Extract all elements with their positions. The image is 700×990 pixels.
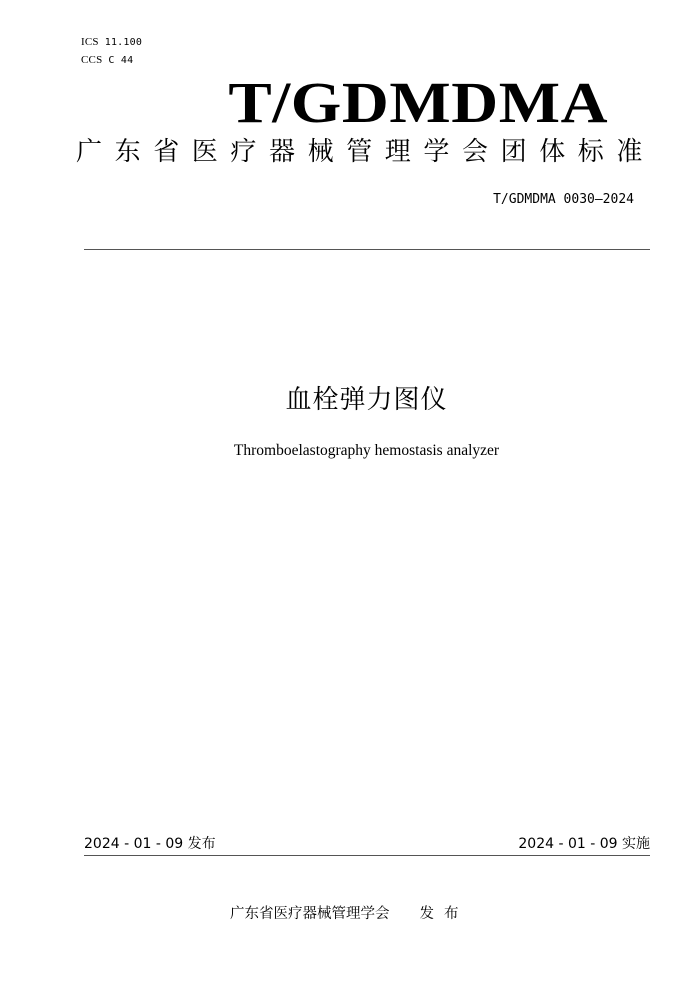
ccs-code [81, 53, 133, 68]
document-title-en: Thromboelastography hemostasis analyzer [233, 442, 500, 459]
document-title-zh: 血栓弹力图仪 [285, 385, 448, 415]
publish-action: 发布 [419, 906, 469, 922]
publisher-name: 广东省医疗器械管理学会 [230, 906, 390, 922]
implementation-date: 2024 - 01 - 09 实施 [518, 836, 650, 852]
ics-value: 11.100 [104, 37, 143, 48]
header-divider [84, 249, 650, 250]
footer-divider [84, 855, 650, 856]
organization-abbreviation: T/GDMDMA [228, 70, 608, 135]
ics-code [81, 35, 142, 50]
ccs-label: CCS [81, 54, 103, 66]
ccs-value: C 44 [108, 55, 134, 66]
issue-date: 2024 - 01 - 09 发布 [84, 836, 216, 852]
standard-number: T/GDMDMA 0030—2024 [493, 192, 634, 207]
organization-full-name: 广东省医疗器械管理学会团体标准 [76, 137, 656, 167]
ics-label: ICS [81, 36, 99, 48]
publisher-line [230, 904, 469, 924]
